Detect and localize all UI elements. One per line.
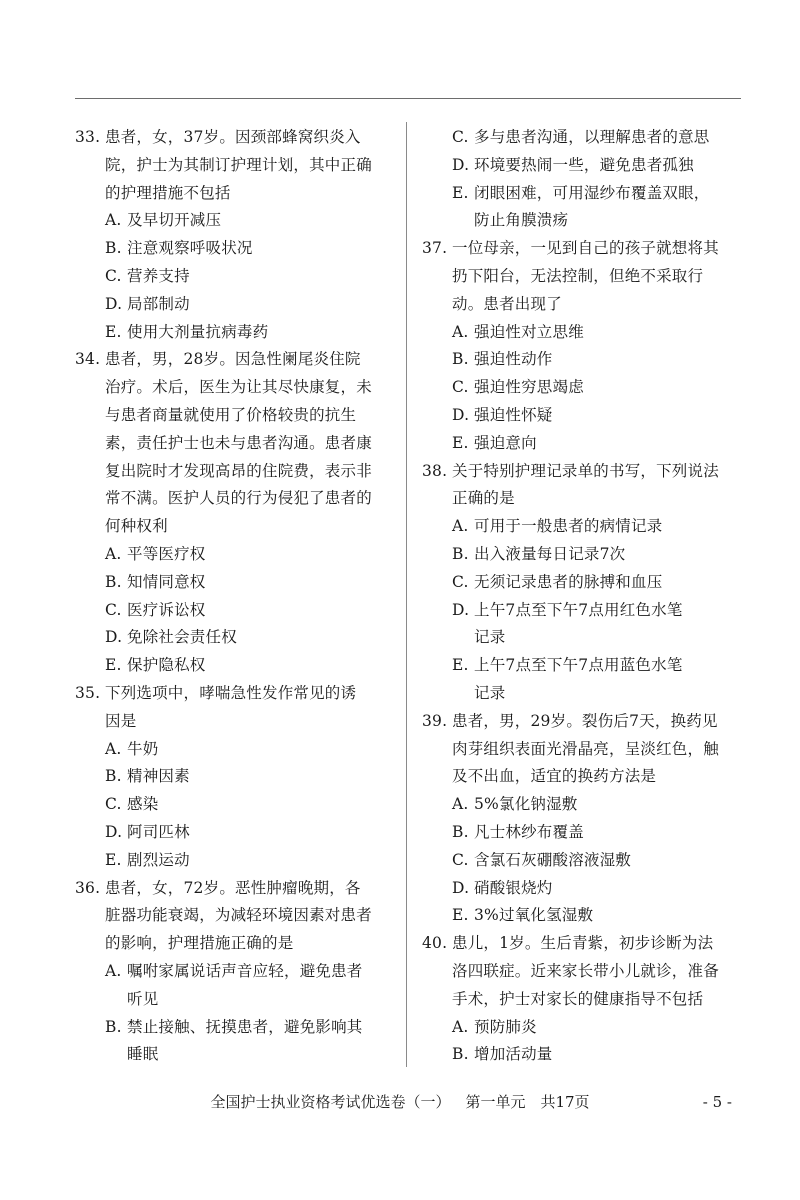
option-text: 使用大剂量抗病毒药 xyxy=(127,322,269,341)
option-text: 阿司匹林 xyxy=(127,822,190,841)
option-letter: C. xyxy=(105,600,122,619)
option-line: 防止角膜溃疡 xyxy=(474,211,569,230)
question-stem-text: 患者，女，72岁。恶性肿瘤晚期，各 xyxy=(105,878,361,897)
question-number: 34. xyxy=(75,350,101,369)
footer-title: 全国护士执业资格考试优选卷（一） xyxy=(210,1093,451,1111)
option-text: 含氯石灰硼酸溶液湿敷 xyxy=(474,850,632,869)
option-letter: C. xyxy=(105,266,122,285)
option-line xyxy=(422,569,742,597)
footer-text xyxy=(0,1090,800,1114)
question-stem-line: 脏器功能衰竭，为减轻环境因素对患者 xyxy=(105,906,372,925)
option-line xyxy=(422,513,742,541)
option-text: 硝酸银烧灼 xyxy=(474,878,553,897)
option-line xyxy=(75,541,395,569)
question-stem-line xyxy=(75,124,395,152)
question-block xyxy=(422,708,742,930)
question-stem-text: 下列选项中，哮喘急性发作常见的诱 xyxy=(105,683,357,702)
question-block xyxy=(75,875,395,1070)
option-letter: A. xyxy=(105,544,122,563)
option-text: 牛奶 xyxy=(127,739,159,758)
option-line xyxy=(422,124,742,152)
question-number: 36. xyxy=(75,878,101,897)
option-text: 上午7点至下午7点用蓝色水笔 xyxy=(474,656,683,675)
option-line: 记录 xyxy=(474,628,506,647)
option-line xyxy=(422,847,742,875)
option-letter: C. xyxy=(452,128,469,146)
option-line xyxy=(75,207,395,235)
question-stem-line xyxy=(75,680,395,708)
option-text: 可用于一般患者的病情记录 xyxy=(474,517,663,536)
option-letter: B. xyxy=(452,1045,469,1064)
option-letter: E. xyxy=(452,906,469,925)
option-text: 知情同意权 xyxy=(127,572,206,591)
option-text: 环境要热闹一些，避免患者孤独 xyxy=(474,155,694,174)
question-stem-line: 常不满。医护人员的行为侵犯了患者的 xyxy=(105,489,372,508)
option-line xyxy=(75,597,395,625)
option-text: 闭眼困难，可用湿纱布覆盖双眼， xyxy=(474,183,710,202)
option-letter: E. xyxy=(452,183,469,202)
option-text: 嘱咐家属说话声音应轻，避免患者 xyxy=(127,961,363,980)
option-text: 强迫性对立思维 xyxy=(474,322,584,341)
question-stem-text: 患者，男，29岁。裂伤后7天，换药见 xyxy=(452,711,718,730)
option-text: 保护隐私权 xyxy=(127,656,206,675)
option-letter: B. xyxy=(452,544,469,563)
option-line xyxy=(422,402,742,430)
option-letter: E. xyxy=(452,656,469,675)
question-stem-line xyxy=(422,930,742,958)
option-text: 强迫性动作 xyxy=(474,350,553,369)
option-letter: C. xyxy=(452,572,469,591)
question-stem-line: 的护理措施不包括 xyxy=(105,183,231,202)
option-letter: B. xyxy=(452,822,469,841)
option-text: 感染 xyxy=(127,795,159,814)
option-text: 及早切开减压 xyxy=(127,211,222,230)
option-line xyxy=(422,541,742,569)
question-number: 33. xyxy=(75,128,101,146)
question-number: 37. xyxy=(422,239,448,258)
question-stem-text: 患者，男，28岁。因急性阑尾炎住院 xyxy=(105,350,361,369)
option-text: 强迫性怀疑 xyxy=(474,405,553,424)
option-line xyxy=(422,180,742,208)
question-stem-text: 患儿，1岁。生后青紫，初步诊断为法 xyxy=(452,934,714,953)
footer-total: 共17页 xyxy=(540,1093,590,1111)
question-stem-line: 何种权利 xyxy=(105,517,168,536)
option-line xyxy=(75,958,395,986)
option-text: 出入液量每日记录7次 xyxy=(474,544,626,563)
option-line xyxy=(422,1041,742,1069)
option-line xyxy=(75,235,395,263)
option-line: 记录 xyxy=(474,683,506,702)
option-line xyxy=(75,263,395,291)
question-stem-line: 扔下阳台，无法控制，但绝不采取行 xyxy=(452,266,704,285)
question-stem-line: 洛四联症。近来家长带小儿就诊，准备 xyxy=(452,961,719,980)
option-text: 增加活动量 xyxy=(474,1045,553,1064)
option-letter: A. xyxy=(105,739,122,758)
option-letter: B. xyxy=(105,572,122,591)
option-text: 无须记录患者的脉搏和血压 xyxy=(474,572,663,591)
option-letter: C. xyxy=(452,378,469,397)
option-letter: E. xyxy=(105,656,122,675)
option-letter: A. xyxy=(452,517,469,536)
option-text: 平等医疗权 xyxy=(127,544,206,563)
option-line xyxy=(422,652,742,680)
option-line xyxy=(422,1014,742,1042)
option-letter: B. xyxy=(105,767,122,786)
option-letter: D. xyxy=(452,405,470,424)
question-stem-line xyxy=(422,458,742,486)
question-block xyxy=(422,124,742,235)
option-line xyxy=(75,319,395,347)
option-line: 听见 xyxy=(127,989,159,1008)
question-stem-line xyxy=(75,346,395,374)
option-letter: A. xyxy=(105,211,122,230)
option-letter: A. xyxy=(452,322,469,341)
option-letter: D. xyxy=(105,628,123,647)
option-text: 局部制动 xyxy=(127,294,190,313)
option-letter: E. xyxy=(105,322,122,341)
option-letter: B. xyxy=(105,239,122,258)
option-text: 营养支持 xyxy=(127,266,190,285)
option-letter: D. xyxy=(452,155,470,174)
option-letter: B. xyxy=(452,350,469,369)
option-line xyxy=(75,736,395,764)
option-line xyxy=(75,569,395,597)
option-text: 强迫意向 xyxy=(474,433,537,452)
question-stem-line xyxy=(422,708,742,736)
option-text: 免除社会责任权 xyxy=(127,628,237,647)
option-line xyxy=(422,430,742,458)
option-text: 医疗诉讼权 xyxy=(127,600,206,619)
question-stem-line: 与患者商量就使用了价格较贵的抗生 xyxy=(105,405,357,424)
right-column xyxy=(422,124,742,1069)
option-line xyxy=(75,847,395,875)
question-number: 35. xyxy=(75,683,101,702)
option-text: 强迫性穷思竭虑 xyxy=(474,378,584,397)
footer-unit: 第一单元 xyxy=(465,1093,526,1111)
option-line xyxy=(422,374,742,402)
column-divider xyxy=(406,122,407,1067)
option-line xyxy=(75,819,395,847)
option-text: 凡士林纱布覆盖 xyxy=(474,822,584,841)
option-text: 精神因素 xyxy=(127,767,190,786)
option-line xyxy=(75,1014,395,1042)
option-text: 预防肺炎 xyxy=(474,1017,537,1036)
option-line xyxy=(422,902,742,930)
question-block xyxy=(422,458,742,708)
question-stem-line: 肉芽组织表面光滑晶亮，呈淡红色，触 xyxy=(452,739,719,758)
question-stem-line xyxy=(422,235,742,263)
option-letter: A. xyxy=(452,1017,469,1036)
question-block xyxy=(75,680,395,875)
question-block xyxy=(75,346,395,680)
question-number: 38. xyxy=(422,461,448,480)
page-footer xyxy=(0,1090,800,1114)
question-stem-line: 正确的是 xyxy=(452,489,515,508)
question-stem-text: 一位母亲，一见到自己的孩子就想将其 xyxy=(452,239,719,258)
option-letter: D. xyxy=(452,878,470,897)
option-line xyxy=(422,319,742,347)
option-line xyxy=(422,791,742,819)
option-letter: C. xyxy=(452,850,469,869)
option-line xyxy=(422,597,742,625)
option-letter: D. xyxy=(105,294,123,313)
option-letter: D. xyxy=(105,822,123,841)
option-line xyxy=(75,652,395,680)
option-letter: E. xyxy=(452,433,469,452)
page-number: - 5 - xyxy=(702,1093,732,1111)
option-letter: D. xyxy=(452,600,470,619)
question-stem-line: 因是 xyxy=(105,711,137,730)
option-letter: A. xyxy=(452,795,469,814)
question-number: 40. xyxy=(422,934,448,953)
option-line xyxy=(422,875,742,903)
question-stem-line: 复出院时才发现高昂的住院费，表示非 xyxy=(105,461,372,480)
option-text: 注意观察呼吸状况 xyxy=(127,239,253,258)
option-line xyxy=(422,819,742,847)
option-line xyxy=(422,346,742,374)
option-text: 5%氯化钠湿敷 xyxy=(474,795,578,814)
question-stem-line xyxy=(75,875,395,903)
left-column xyxy=(75,124,395,1069)
question-block xyxy=(422,930,742,1069)
option-line: 睡眠 xyxy=(127,1045,159,1064)
option-text: 多与患者沟通，以理解患者的意思 xyxy=(474,128,710,146)
option-line xyxy=(75,291,395,319)
question-stem-text: 患者，女，37岁。因颈部蜂窝织炎入 xyxy=(105,128,361,146)
option-text: 禁止接触、抚摸患者，避免影响其 xyxy=(127,1017,363,1036)
question-stem-text: 关于特别护理记录单的书写，下列说法 xyxy=(452,461,719,480)
question-stem-line: 治疗。术后，医生为让其尽快康复，未 xyxy=(105,378,372,397)
option-text: 3%过氧化氢湿敷 xyxy=(474,906,594,925)
option-text: 上午7点至下午7点用红色水笔 xyxy=(474,600,683,619)
question-stem-line: 手术，护士对家长的健康指导不包括 xyxy=(452,989,704,1008)
header-rule xyxy=(75,98,741,99)
option-letter: E. xyxy=(105,850,122,869)
question-number: 39. xyxy=(422,711,448,730)
option-letter: B. xyxy=(105,1017,122,1036)
option-text: 剧烈运动 xyxy=(127,850,190,869)
option-line xyxy=(75,763,395,791)
option-line xyxy=(422,152,742,180)
question-stem-line: 的影响，护理措施正确的是 xyxy=(105,934,294,953)
question-block xyxy=(75,124,395,346)
question-stem-line: 动。患者出现了 xyxy=(452,294,562,313)
question-stem-line: 素，责任护士也未与患者沟通。患者康 xyxy=(105,433,372,452)
option-letter: A. xyxy=(105,961,122,980)
option-line xyxy=(75,624,395,652)
question-stem-line: 及不出血，适宜的换药方法是 xyxy=(452,767,657,786)
question-block xyxy=(422,235,742,457)
option-line xyxy=(75,791,395,819)
question-stem-line: 院，护士为其制订护理计划，其中正确 xyxy=(105,155,372,174)
option-letter: C. xyxy=(105,795,122,814)
